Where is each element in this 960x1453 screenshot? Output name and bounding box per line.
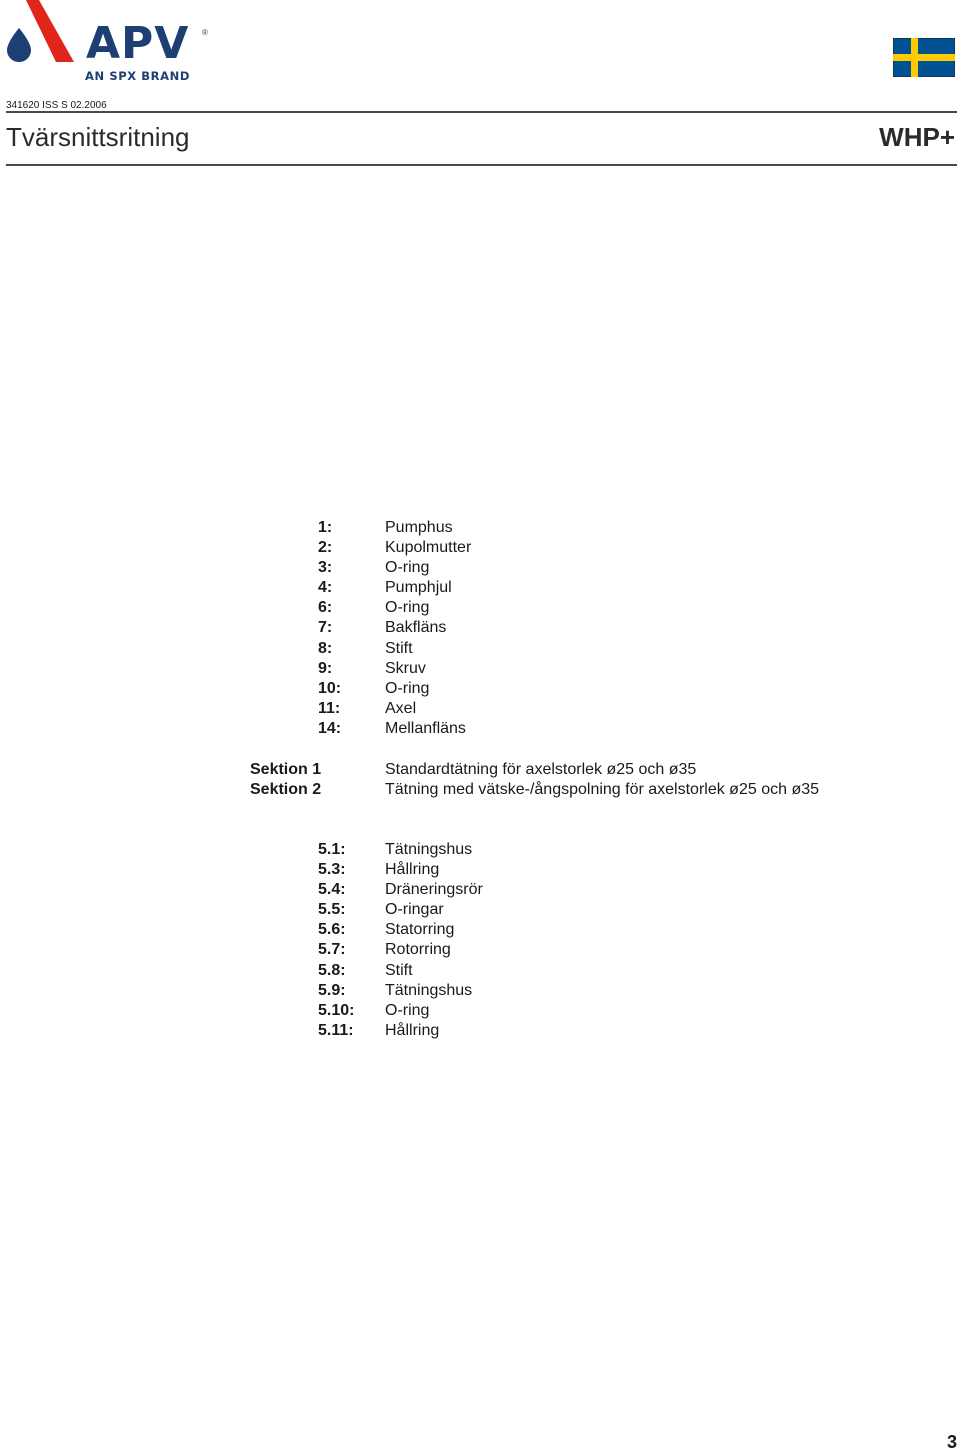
page-title: Tvärsnittsritning — [6, 122, 190, 152]
part-name: Pumphus — [385, 519, 453, 536]
part-number: 9: — [318, 659, 333, 677]
part-number: 7: — [318, 619, 333, 637]
list-item — [318, 518, 471, 538]
part-name: O-ring — [385, 679, 430, 697]
part-number: 5.9: — [318, 981, 346, 999]
page-number: 3 — [946, 1432, 957, 1452]
list-item — [318, 860, 483, 880]
part-number: 5.10: — [318, 1001, 355, 1019]
parts-list — [318, 518, 471, 739]
list-item — [318, 699, 471, 719]
part-number: 5.3: — [318, 861, 346, 879]
part-name: O-ring — [385, 559, 430, 577]
list-item — [318, 840, 483, 860]
logo-wordmark: APV — [86, 18, 190, 69]
part-number: 5.8: — [318, 961, 346, 979]
part-number: 5.6: — [318, 921, 346, 939]
section-label: Sektion 1 — [250, 761, 322, 778]
part-name: Bakfläns — [385, 619, 447, 637]
list-item — [318, 618, 471, 638]
list-item — [318, 920, 483, 940]
seal-parts-list — [318, 840, 483, 1041]
part-name: O-ring — [385, 1001, 430, 1019]
part-number: 5.1: — [318, 841, 346, 858]
list-item — [318, 1021, 483, 1041]
part-name: Kupolmutter — [385, 539, 472, 557]
part-name: Hållring — [385, 861, 440, 879]
section-description: Tätning med vätske-/ångspolning för axelstorlek ø25 och ø35 — [385, 781, 820, 799]
list-item — [318, 981, 483, 1001]
part-number: 2: — [318, 539, 333, 557]
swedish-flag-icon — [893, 38, 955, 77]
part-name: Pumphjul — [385, 579, 452, 597]
apv-logo-mark-icon — [4, 0, 84, 70]
part-name: Axel — [385, 699, 417, 717]
part-number: 3: — [318, 559, 333, 577]
part-number: 5.5: — [318, 901, 346, 919]
list-item — [318, 538, 471, 558]
part-name: Stift — [385, 961, 413, 979]
part-name: O-ring — [385, 599, 430, 617]
part-number: 14: — [318, 719, 342, 737]
section-entry — [250, 760, 850, 780]
part-name: Hållring — [385, 1021, 440, 1039]
part-number: 5.11: — [318, 1021, 354, 1039]
logo-registered-mark: ® — [202, 28, 208, 37]
part-name: Mellanfläns — [385, 719, 466, 737]
part-name: Dräneringsrör — [385, 881, 483, 899]
section-entry — [250, 780, 850, 800]
header-rule-top — [6, 111, 957, 113]
list-item — [318, 940, 483, 960]
list-item — [318, 719, 471, 739]
part-number: 8: — [318, 639, 333, 657]
part-number: 1: — [318, 519, 333, 536]
model-name: WHP+ — [879, 122, 955, 152]
list-item — [318, 578, 471, 598]
list-item — [318, 880, 483, 900]
part-number: 4: — [318, 579, 333, 597]
list-item — [318, 639, 471, 659]
part-name: Tätningshus — [385, 841, 473, 858]
part-number: 6: — [318, 599, 333, 617]
part-number: 10: — [318, 679, 342, 697]
part-number: 5.4: — [318, 881, 346, 899]
list-item — [318, 679, 471, 699]
part-name: Tätningshus — [385, 981, 473, 999]
part-name: Statorring — [385, 921, 455, 939]
list-item — [318, 1001, 483, 1021]
section-label: Sektion 2 — [250, 781, 322, 799]
apv-logo — [4, 0, 209, 85]
part-name: Stift — [385, 639, 413, 657]
logo-tagline: AN SPX BRAND — [85, 69, 191, 83]
part-number: 5.7: — [318, 941, 346, 959]
list-item — [318, 961, 483, 981]
sections-block — [250, 760, 850, 800]
part-name: Skruv — [385, 659, 426, 677]
list-item — [318, 659, 471, 679]
document-id: 341620 ISS S 02.2006 — [6, 100, 107, 111]
part-name: O-ringar — [385, 901, 444, 919]
part-name: Rotorring — [385, 941, 451, 959]
list-item — [318, 558, 471, 578]
list-item — [318, 900, 483, 920]
section-description: Standardtätning för axelstorlek ø25 och ø35 — [385, 761, 697, 778]
part-number: 11: — [318, 699, 341, 717]
list-item — [318, 598, 471, 618]
header-rule-bottom — [6, 164, 957, 166]
